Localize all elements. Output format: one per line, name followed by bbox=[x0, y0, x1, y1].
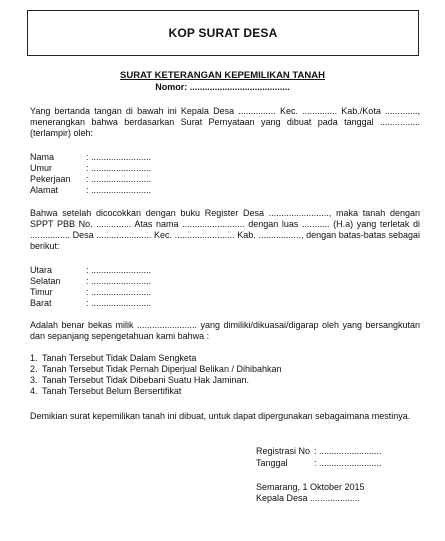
identity-row-name bbox=[30, 152, 151, 162]
boundary-value: : ........................ bbox=[86, 298, 152, 308]
identity-label: Pekerjaan bbox=[30, 174, 71, 184]
list-item: 2. Tanah Tersebut Tidak Pernah Diperjual Belikan / Dihibahkan bbox=[30, 364, 282, 374]
boundary-label: Selatan bbox=[30, 276, 61, 286]
identity-label: Umur bbox=[30, 163, 52, 173]
boundary-value: : ........................ bbox=[86, 287, 152, 297]
signatory-position: Kepala Desa .................... bbox=[256, 493, 361, 503]
ownership-paragraph: Adalah benar bekas milik ........................ yang dimiliki/dikuasai/digarap oleh yang bersangkutan dan sepanjang sepengetahuan kami bahwa : bbox=[30, 320, 420, 341]
identity-value: : ........................ bbox=[86, 152, 152, 162]
register-paragraph: Bahwa setelah dicocokkan dengan buku Register Desa ........................, maka tanah dengan SPPT PBB No. .............. Atas nama ......................... dengan luas ........... (H.a) yang terletak di ................ Desa ...................... Kec. ........................ Kab. ................., dengan batas-batas sebagai berikut: bbox=[30, 208, 420, 251]
boundary-value: : ........................ bbox=[86, 276, 152, 286]
boundary-label: Utara bbox=[30, 265, 53, 275]
boundary-label: Barat bbox=[30, 298, 52, 308]
intro-paragraph: Yang bertanda tangan di bawah ini Kepala Desa ............... Kec. .............. Kab./Kota ............., menerangkan bahwa berdasarkan Surat Pernyataan yang dibuat pada tanggal ................ (terlampir) oleh: bbox=[30, 106, 420, 138]
date-line bbox=[256, 458, 382, 469]
identity-value: : ........................ bbox=[86, 163, 152, 173]
identity-value: : ........................ bbox=[86, 185, 152, 195]
identity-value: : ........................ bbox=[86, 174, 152, 184]
list-item: 3. Tanah Tersebut Tidak Dibebani Suatu Hak Jaminan. bbox=[30, 375, 249, 385]
document-number: Nomor: ........................................ bbox=[155, 82, 290, 92]
identity-label: Nama bbox=[30, 152, 55, 162]
closing-paragraph: Demikian surat kepemilikan tanah ini dibuat, untuk dapat dipergunakan sebagaimana mestinya. bbox=[30, 411, 411, 421]
identity-label: Alamat bbox=[30, 185, 59, 195]
letterhead-title: KOP SURAT DESA bbox=[168, 26, 278, 40]
statement-list bbox=[30, 353, 420, 397]
letterhead-box bbox=[27, 10, 419, 56]
registration-label: Registrasi No bbox=[256, 446, 311, 456]
date-value: : ......................... bbox=[314, 458, 382, 468]
boundary-value: : ........................ bbox=[86, 265, 152, 275]
boundary-row-east bbox=[30, 287, 151, 297]
boundary-row-north bbox=[30, 265, 151, 275]
identity-row-occupation bbox=[30, 174, 151, 184]
list-item: 4. Tanah Tersebut Belum Bersertifikat bbox=[30, 386, 182, 396]
registration-value: : ......................... bbox=[314, 446, 382, 456]
place-date: Semarang, 1 Oktober 2015 bbox=[256, 482, 365, 492]
list-item: 1. Tanah Tersebut Tidak Dalam Sengketa bbox=[30, 353, 197, 363]
boundary-row-south bbox=[30, 276, 151, 286]
document-title: SURAT KETERANGAN KEPEMILIKAN TANAH bbox=[120, 70, 325, 81]
boundary-row-west bbox=[30, 298, 151, 308]
identity-row-address bbox=[30, 185, 151, 195]
registration-line bbox=[256, 446, 382, 457]
date-label: Tanggal bbox=[256, 458, 288, 468]
boundary-label: Timur bbox=[30, 287, 53, 297]
identity-row-age bbox=[30, 163, 151, 173]
